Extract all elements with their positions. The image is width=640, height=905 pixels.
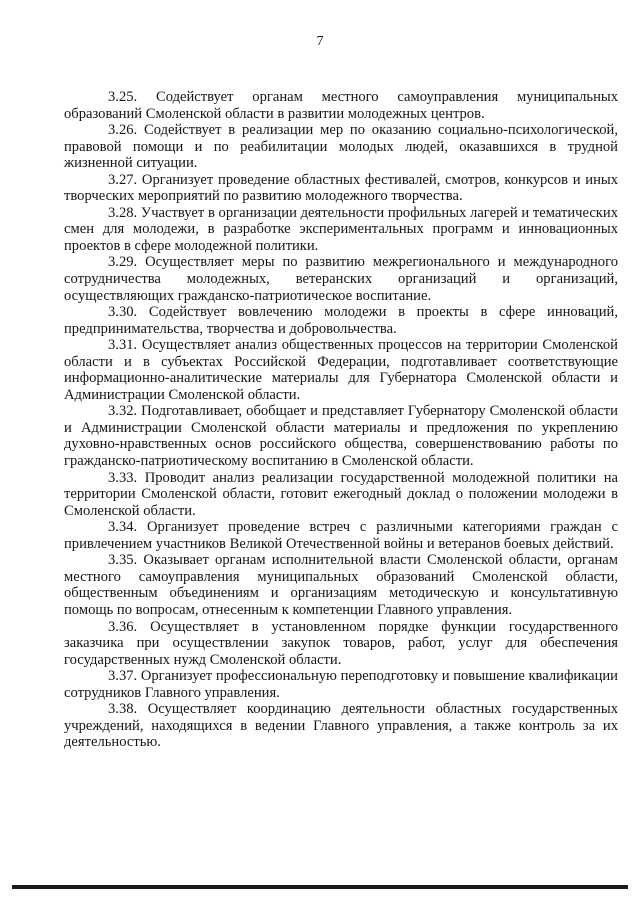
paragraph-3-37: 3.37. Организует профессиональную переподготовку и повышение квалификации сотрудников Главного управления. xyxy=(64,668,618,701)
paragraph-3-25: 3.25. Содействует органам местного самоуправления муниципальных образований Смоленской области в развитии молодежных центров. xyxy=(64,89,618,122)
bottom-rule xyxy=(12,885,628,889)
page-number: 7 xyxy=(316,34,324,49)
paragraph-3-27: 3.27. Организует проведение областных фестивалей, смотров, конкурсов и иных творческих мероприятий по развитию молодежного творчества. xyxy=(64,171,618,205)
paragraph-3-35: 3.35. Оказывает органам исполнительной власти Смоленской области, органам местного самоуправления муниципальных образований Смоленской области, общественным объединениям и организациям методическую и консультативную помощь по вопросам, отнесенным к компетенции Главного управления. xyxy=(64,552,618,618)
paragraph-3-36: 3.36. Осуществляет в установленном порядке функции государственного заказчика при осуществлении закупок товаров, работ, услуг для обеспечения государственных нужд Смоленской области. xyxy=(64,618,618,668)
paragraph-3-31: 3.31. Осуществляет анализ общественных процессов на территории Смоленской области и в субъектах Российской Федерации, подготавливает соответствующие информационно-аналитические материалы для Губернатора Смоленской области и Администрации Смоленской области. xyxy=(64,337,618,403)
paragraph-3-38: 3.38. Осуществляет координацию деятельности областных государственных учреждений, находящихся в ведении Главного управления, а также контроль за их деятельностью. xyxy=(64,701,618,751)
paragraph-3-30: 3.30. Содействует вовлечению молодежи в проекты в сфере инноваций, предпринимательства, творчества и добровольчества. xyxy=(64,304,618,337)
document-body xyxy=(64,89,618,751)
paragraph-3-28: 3.28. Участвует в организации деятельности профильных лагерей и тематических смен для молодежи, в разработке экспериментальных программ и инновационных проектов в сфере молодежной политики. xyxy=(64,204,618,254)
paragraph-3-26: 3.26. Содействует в реализации мер по оказанию социально-психологической, правовой помощи и по реабилитации молодых людей, оказавшихся в трудной жизненной ситуации. xyxy=(64,122,618,172)
paragraph-3-32: 3.32. Подготавливает, обобщает и представляет Губернатору Смоленской области и Администрации Смоленской области материалы и предложения по укреплению духовно-нравственных основ российского общества, совершенствованию работы по гражданско-патриотическому воспитанию в Смоленской области. xyxy=(64,403,618,470)
paragraph-3-29: 3.29. Осуществляет меры по развитию межрегионального и международного сотрудничества молодежных, ветеранских организаций и организаций, осуществляющих гражданско-патриотическое воспитание. xyxy=(64,254,618,304)
paragraph-3-33: 3.33. Проводит анализ реализации государственной молодежной политики на территории Смоленской области, готовит ежегодный доклад о положении молодежи в Смоленской области. xyxy=(64,469,618,519)
paragraph-3-34: 3.34. Организует проведение встреч с различными категориями граждан с привлечением участников Великой Отечественной войны и ветеранов боевых действий. xyxy=(64,519,618,552)
